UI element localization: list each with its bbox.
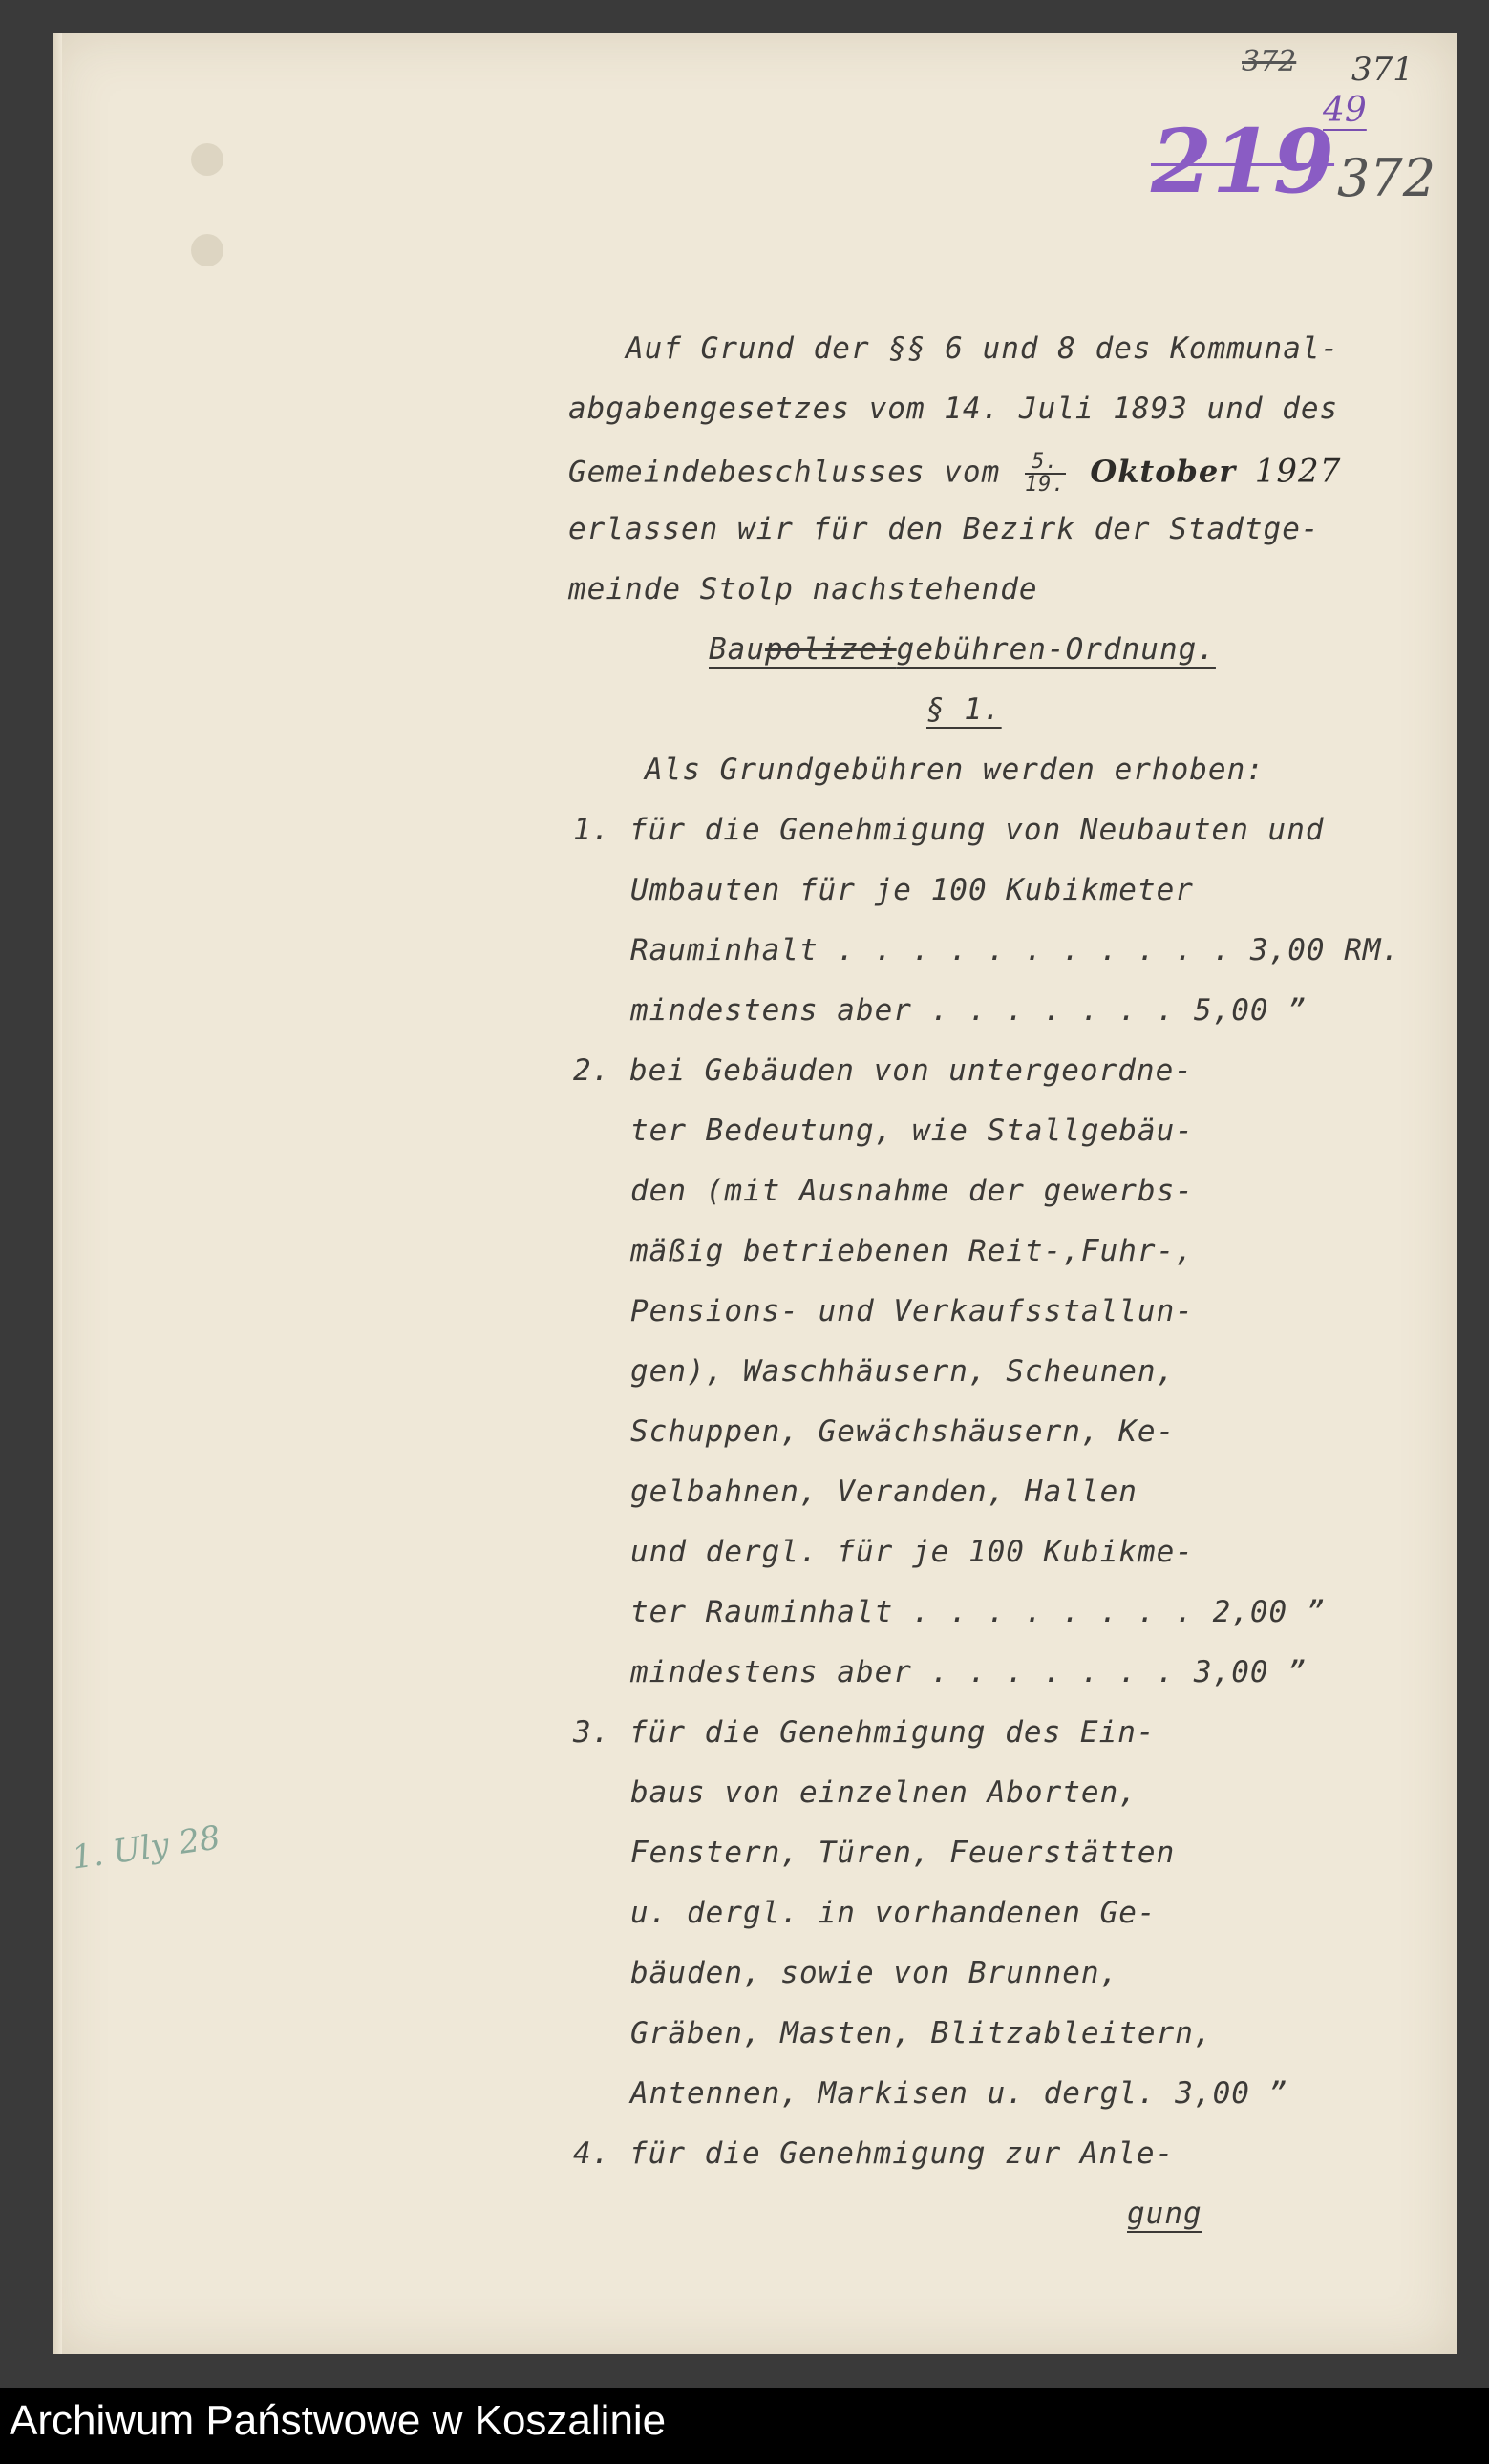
- punch-hole: [191, 143, 223, 176]
- item-line: 2. bei Gebäuden von untergeordne-: [573, 1053, 1193, 1088]
- intro-line: Als Grundgebühren werden erhoben:: [645, 753, 1265, 787]
- crossed-page-number: 372: [1242, 45, 1297, 78]
- document-page: [53, 33, 1457, 2354]
- item-line: Schuppen, Gewächshäusern, Ke-: [630, 1414, 1176, 1449]
- item-line: Antennen, Markisen u. dergl. 3,00 ”: [630, 2076, 1288, 2111]
- item-line: Fenstern, Türen, Feuerstätten: [630, 1836, 1176, 1870]
- item-line: mindestens aber . . . . . . . 3,00 ”: [630, 1655, 1307, 1689]
- item-line: Pensions- und Verkaufsstallun-: [630, 1294, 1194, 1328]
- page-number: 371: [1351, 51, 1414, 89]
- item-line: gelbahnen, Veranden, Hallen: [630, 1475, 1138, 1509]
- archive-footer: [0, 2388, 1489, 2464]
- item-line: baus von einzelnen Aborten,: [630, 1775, 1138, 1810]
- day-denominator: 19.: [1024, 473, 1066, 497]
- item-line: mäßig betriebenen Reit-,Fuhr-,: [630, 1234, 1194, 1268]
- item-line: u. dergl. in vorhandenen Ge-: [630, 1896, 1157, 1930]
- preamble-line: erlassen wir für den Bezirk der Stadtge-: [568, 512, 1320, 546]
- preamble-line: Auf Grund der §§ 6 und 8 des Kommunal-: [626, 331, 1340, 366]
- violet-small-number: 49: [1323, 91, 1367, 130]
- margin-note: 1. Uly 28: [69, 1818, 223, 1878]
- item-line: 1. für die Genehmigung von Neubauten und: [573, 813, 1325, 847]
- handwritten-year: 1927: [1254, 452, 1342, 491]
- preamble-line: abgabengesetzes vom 14. Juli 1893 und des: [568, 392, 1339, 426]
- item-line: gen), Waschhäusern, Scheunen,: [630, 1354, 1176, 1389]
- item-line: den (mit Ausnahme der gewerbs-: [630, 1174, 1194, 1208]
- page-spine: [53, 33, 62, 2354]
- violet-page-number: 219: [1151, 110, 1335, 213]
- item-line: Rauminhalt . . . . . . . . . . . 3,00 RM.: [630, 933, 1401, 967]
- date-line: Gemeindebeschlusses vom $\frac{5.}{19.}$ Oktober 1927: [568, 450, 1342, 497]
- struck-word: polizei: [765, 632, 897, 667]
- item-line: ter Bedeutung, wie Stallgebäu-: [630, 1114, 1194, 1148]
- section-heading: § 1.: [926, 692, 1002, 727]
- item-line: und dergl. für je 100 Kubikme-: [630, 1535, 1194, 1569]
- handwritten-month: Oktober: [1090, 453, 1237, 490]
- item-line: ter Rauminhalt . . . . . . . . 2,00 ”: [630, 1595, 1326, 1629]
- item-line: 4. für die Genehmigung zur Anle-: [573, 2136, 1175, 2171]
- punch-hole: [191, 234, 223, 266]
- item-line: bäuden, sowie von Brunnen,: [630, 1956, 1119, 1990]
- preamble-line: meinde Stolp nachstehende: [568, 572, 1038, 606]
- item-line: Gräben, Masten, Blitzableitern,: [630, 2016, 1213, 2050]
- item-line: 3. für die Genehmigung des Ein-: [573, 1715, 1156, 1750]
- catchword: gung: [1127, 2197, 1202, 2231]
- archive-name: Archiwum Państwowe w Koszalinie: [10, 2397, 667, 2444]
- day-numerator: 5.: [1025, 452, 1066, 475]
- document-title: Baupolizeigebühren-Ordnung.: [709, 632, 1216, 667]
- item-line: Umbauten für je 100 Kubikmeter: [630, 873, 1194, 907]
- item-line: mindestens aber . . . . . . . 5,00 ”: [630, 993, 1307, 1028]
- pencil-page-number: 372: [1337, 148, 1436, 208]
